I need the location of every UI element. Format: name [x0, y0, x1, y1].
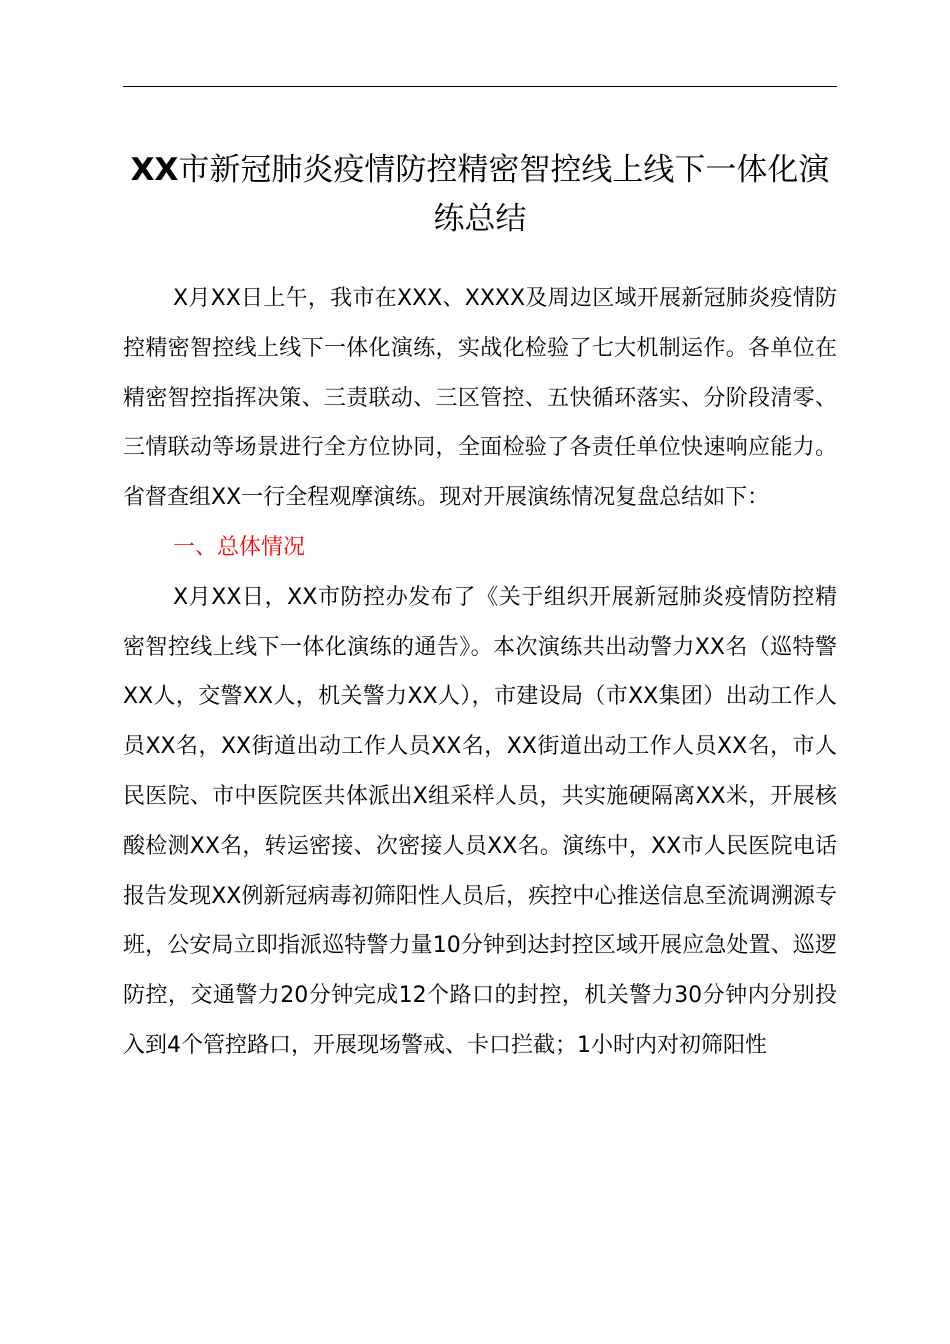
- title-lead: XX: [130, 152, 179, 188]
- overview-paragraph: X月XX日，XX市防控办发布了《关于组织开展新冠肺炎疫情防控精密智控线上线下一体化演练的通告》。本次演练共出动警力XX名（巡特警XX人，交警XX人，机关警力XX人），市建设局（市XX集团）出动工作人员XX名，XX街道出动工作人员XX名，XX街道出动工作人员XX名，市人民医院、市中医院医共体派出X组采样人员，共实施硬隔离XX米，开展核酸检测XX名，转运密接、次密接人员XX名。演练中，XX市人民医院电话报告发现XX例新冠病毒初筛阳性人员后，疾控中心推送信息至流调溯源专班，公安局立即指派巡特警力量10分钟到达封控区域开展应急处置、巡逻防控，交通警力20分钟完成12个路口的封控，机关警力30分钟内分别投入到4个管控路口，开展现场警戒、卡口拦截；1小时内对初筛阳性: [123, 584, 837, 1058]
- intro-paragraph: X月XX日上午，我市在XXX、XXXX及周边区域开展新冠肺炎疫情防控精密智控线上线下一体化演练，实战化检验了七大机制运作。各单位在精密智控指挥决策、三责联动、三区管控、五快循环落实、分阶段清零、三情联动等场景进行全方位协同，全面检验了各责任单位快速响应能力。省督查组XX一行全程观摩演练。现对开展演练情况复盘总结如下：: [123, 286, 837, 511]
- header-rule: [123, 86, 837, 87]
- document-body: [123, 274, 837, 1071]
- section-heading: 一、总体情况: [173, 534, 306, 560]
- title-rest: 市新冠肺炎疫情防控精密智控线上线下一体化演练总结: [178, 152, 830, 237]
- document-title: [123, 146, 837, 244]
